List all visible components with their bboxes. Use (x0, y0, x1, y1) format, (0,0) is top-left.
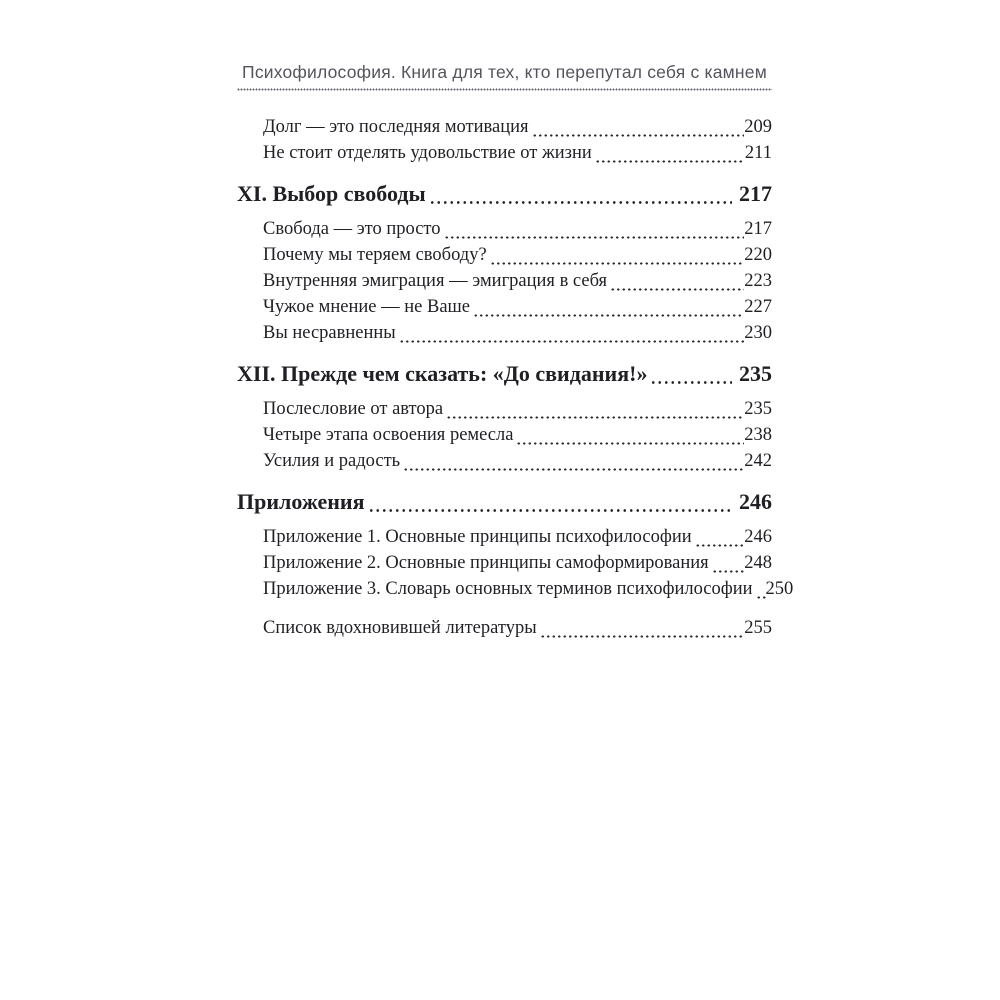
toc-entry-label: Почему мы теряем свободу? (263, 245, 487, 265)
toc-entry-page: 227 (744, 297, 772, 317)
toc-entry-page: 246 (739, 489, 772, 514)
toc-entry (237, 219, 772, 245)
toc-entry (237, 361, 772, 391)
toc-entry (237, 323, 772, 349)
toc-entry (237, 553, 772, 579)
dot-leader (712, 553, 745, 579)
toc-entry-label: XI. Выбор свободы (237, 181, 426, 206)
toc-entry-page: 220 (744, 245, 772, 265)
toc-entry-label: Приложение 1. Основные принципы психофилософии (263, 527, 692, 547)
toc-entry (237, 618, 772, 644)
toc-entry-label: Четыре этапа освоения ремесла (263, 425, 514, 445)
toc-entry-page: 242 (744, 451, 772, 471)
dot-leader (695, 527, 745, 553)
running-header: Психофилософия. Книга для тех, кто перепутал себя с камнем (242, 62, 767, 82)
dot-leader (368, 489, 733, 519)
dot-leader (756, 579, 766, 605)
toc-entry-page: 230 (744, 323, 772, 343)
toc-entry-page: 248 (744, 553, 772, 573)
toc-entry-label: Приложение 3. Словарь основных терминов психофилософии (263, 579, 753, 599)
dot-leader (516, 425, 744, 451)
dot-leader (532, 117, 745, 143)
toc-entry-label: Долг — это последняя мотивация (263, 117, 529, 137)
toc-page-content (237, 0, 794, 644)
toc-entry (237, 425, 772, 451)
toc-entry-label: Список вдохновившей литературы (263, 618, 537, 638)
dot-leader (399, 323, 745, 349)
dot-leader (650, 361, 732, 391)
toc-entry (237, 117, 772, 143)
dot-leader (595, 143, 745, 169)
toc-entry-label: Чужое мнение — не Ваше (263, 297, 470, 317)
header-dotted-rule (237, 87, 772, 91)
toc-entry (237, 527, 772, 553)
dot-leader (610, 271, 744, 297)
toc-entry (237, 489, 772, 519)
toc-entry-page: 235 (744, 399, 772, 419)
toc-entry-label: Внутренняя эмиграция — эмиграция в себя (263, 271, 608, 291)
toc-entry-label: Приложения (237, 489, 365, 514)
toc-entry-page: 217 (739, 181, 772, 206)
toc-entry-page: 235 (739, 361, 772, 386)
toc-entry-page: 217 (744, 219, 772, 239)
toc-entry-label: XII. Прежде чем сказать: «До свидания!» (237, 361, 648, 386)
dot-leader (446, 399, 744, 425)
toc-entry (237, 271, 772, 297)
toc-entry-page: 238 (744, 425, 772, 445)
toc-entry-label: Не стоит отделять удовольствие от жизни (263, 143, 592, 163)
dot-leader (429, 181, 732, 211)
dot-leader (444, 219, 745, 245)
toc-entry-page: 223 (744, 271, 772, 291)
toc-entry-label: Усилия и радость (263, 451, 401, 471)
toc-entry (237, 297, 772, 323)
toc-entry (237, 579, 794, 605)
toc-entry (237, 143, 772, 169)
toc-entry-page: 211 (744, 143, 772, 163)
toc-entry-label: Свобода — это просто (263, 219, 441, 239)
toc-entry-label: Вы несравненны (263, 323, 396, 343)
toc-entry-page: 209 (744, 117, 772, 137)
toc-entry (237, 245, 772, 271)
dot-leader (403, 451, 744, 477)
toc-entry-page: 255 (744, 618, 772, 638)
toc-entry-label: Приложение 2. Основные принципы самоформирования (263, 553, 709, 573)
dot-leader (473, 297, 744, 323)
toc-entry-page: 250 (765, 579, 794, 599)
toc-entry-label: Послесловие от автора (263, 399, 444, 419)
table-of-contents (237, 117, 794, 644)
toc-entry-page: 246 (744, 527, 772, 547)
dot-leader (540, 618, 745, 644)
dot-leader (490, 245, 745, 271)
toc-entry (237, 451, 772, 477)
toc-entry (237, 181, 772, 211)
toc-entry (237, 399, 772, 425)
